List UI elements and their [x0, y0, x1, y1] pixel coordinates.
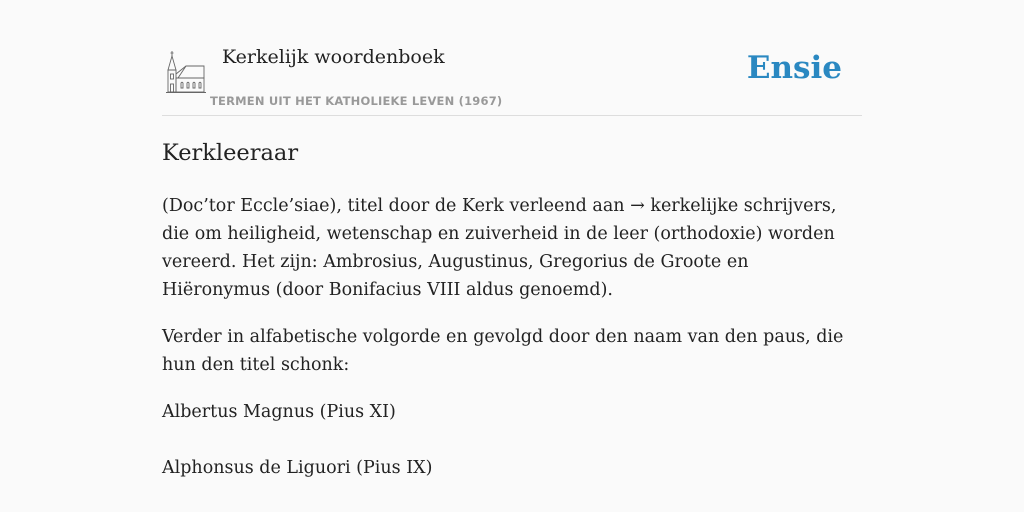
page: [162, 0, 862, 478]
book-title[interactable]: Kerkelijk woordenboek: [222, 46, 445, 68]
entry-title: Kerkleeraar: [162, 140, 299, 166]
intro-text-before: (Doc’tor Eccle’siae), titel door de Kerk verleend aan: [162, 196, 631, 216]
brand-logo[interactable]: Ensie: [746, 50, 842, 86]
book-subtitle: TERMEN UIT HET KATHOLIEKE LEVEN (1967): [210, 94, 503, 108]
header: [162, 0, 862, 116]
entry-paragraph-intro: [162, 192, 862, 304]
entry-body: [162, 192, 862, 510]
list-item: Albertus Magnus (Pius XI): [162, 402, 396, 422]
list-item: Alphonsus de Liguori (Pius IX): [162, 458, 433, 478]
church-icon: [166, 50, 206, 94]
intro-text-after: , die om heiligheid, wetenschap en zuiverheid in de leer (orthodoxie) worden vereerd. Het zijn: Ambrosius, Augustinus, Gregorius de Groote en Hiëronymus (door Bonifacius VIII aldus genoemd).: [162, 196, 837, 300]
kerkelijke-schrijvers-link[interactable]: → kerkelijke schrijvers: [630, 196, 831, 216]
entry-paragraph-2: Verder in alfabetische volgorde en gevolgd door den naam van den paus, die hun den titel schonk:: [162, 327, 844, 375]
